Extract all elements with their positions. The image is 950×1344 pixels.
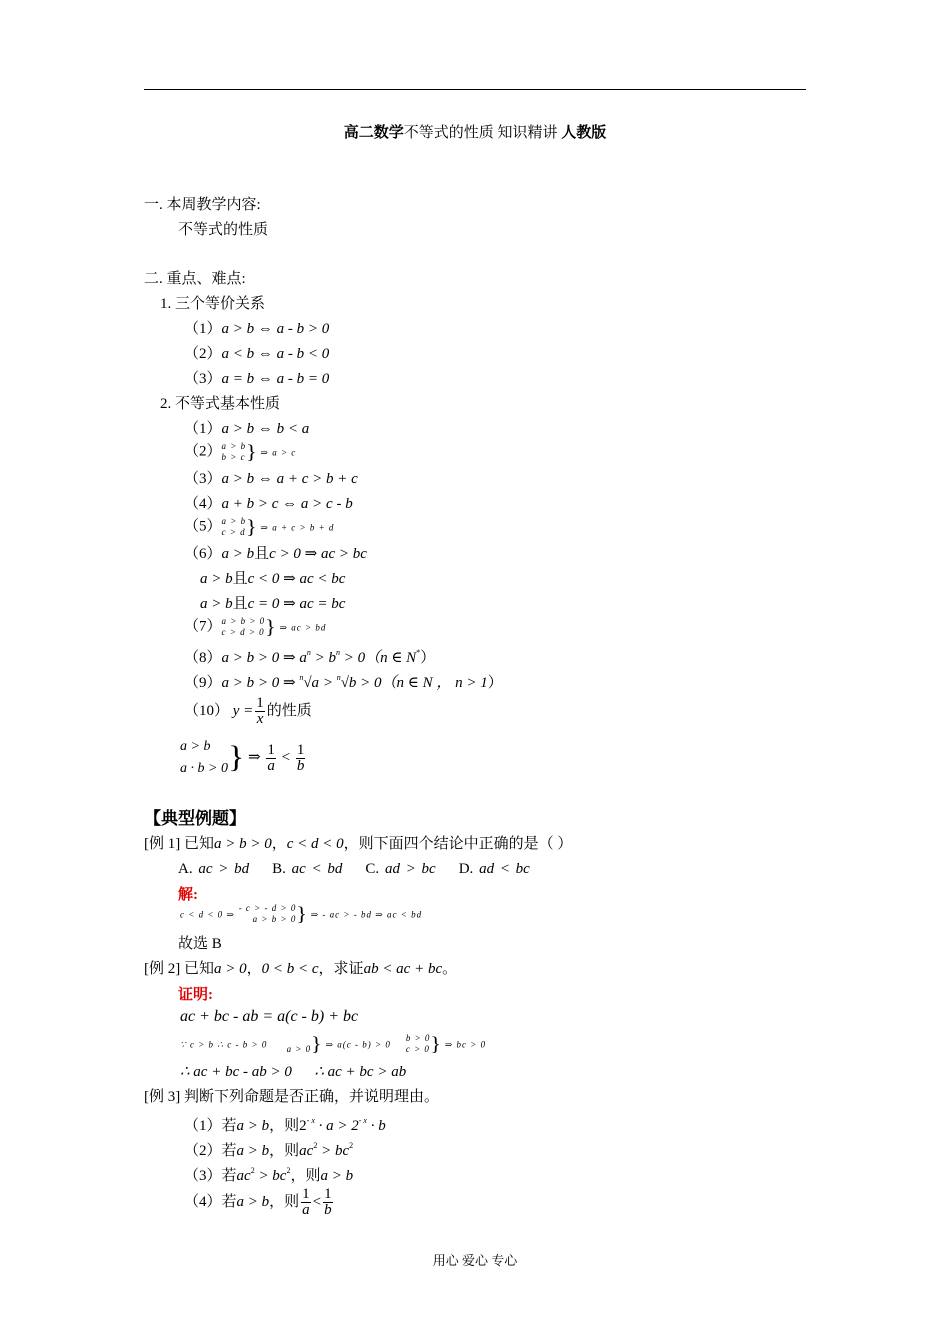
- property-6: （6）a > b且c > 0 ⇒ ac > bc: [184, 546, 367, 562]
- property-3: （3）a > b ⇔ a + c > b + c: [184, 471, 358, 487]
- property-2: （2） a > b b > c } ⇒ a > c: [184, 440, 297, 463]
- example-2-question: [例 2] 已知a > 0，0 < b < c，求证ab < ac + bc。: [144, 961, 458, 977]
- example-1-options: A. ac > bd B. ac < bd C. ad > bc D. ad < bc: [178, 861, 530, 877]
- example-3-item-2: （2）若a > b，则$ac^2 > bc^2$: [184, 1141, 354, 1159]
- property-4: （4）a + b > c ⇔ a > c - b: [184, 496, 353, 512]
- property-8: （8）a > b > 0 ⇒ $a^n > b^n > 0(n$ ∈ N*）: [184, 648, 436, 666]
- subheading-properties: 2. 不等式基本性质: [160, 396, 281, 412]
- example-3-item-1: （1）若a > b，则$2^{- x} \cdot a > 2^{- x} \cdot b$: [184, 1116, 386, 1134]
- example-3-item-4: （4）若a > b，则 $\frac{1}{a}$ < $\frac{1}{b}$: [184, 1186, 332, 1219]
- equivalence-3: （3）a = b ⇔ a - b = 0: [184, 371, 330, 387]
- section1-content: 不等式的性质: [178, 222, 269, 238]
- property-6c: a > b且c = 0 ⇒ ac = bc: [200, 596, 346, 612]
- example-1-question: [例 1] 已知a > b > 0，c < d < 0，则下面四个结论中正确的是（ ）: [144, 836, 573, 852]
- example-2-step1: ac + bc - ab = a(c - b) + bc: [180, 1008, 359, 1025]
- property-5: （5） a > b c > d } ⇒ a + c > b + d: [184, 515, 335, 538]
- example-1-solution-label: 解:: [178, 887, 198, 903]
- examples-heading: 【典型例题】: [144, 809, 246, 828]
- example-1-answer: 故选 B: [178, 936, 222, 952]
- example-2-conclusion: ∴ ac + bc - ab > 0 ∴ ac + bc > ab: [180, 1064, 407, 1080]
- section2-heading: 二. 重点、难点:: [144, 271, 246, 287]
- property-1: （1）a > b ⇔ b < a: [184, 421, 310, 437]
- page-footer: 用心 爱心 专心: [432, 1253, 518, 1268]
- header-rule: [144, 89, 806, 90]
- example-2-step2: ∵ c > b ∴ c - b > 0 a > 0 } ⇒ a(c - b) > 0 b > 0 c > 0 } ⇒ bc > 0: [180, 1032, 487, 1055]
- example-3-item-3: （3）若$ac^2 > bc^2$，则a > b: [184, 1166, 354, 1184]
- equivalence-1: （1）a > b ⇔ a - b > 0: [184, 321, 330, 337]
- property-10b: a > b a · b > 0 } ⇒ $\frac{1}{a}$ < $\frac{1}{b}$: [180, 739, 305, 776]
- property-6b: a > b且c < 0 ⇒ ac < bc: [200, 571, 346, 587]
- example-1-solution: c < d < 0 ⇒ - c > - d > 0 a > b > 0 } ⇒ - ac > - bd ⇒ ac < bd: [180, 902, 423, 925]
- property-7: （7） a > b > 0 c > d > 0 } ⇒ ac > bd: [184, 615, 327, 638]
- property-10: （10） y = $\frac{1}{x}$ 的性质: [184, 695, 312, 728]
- example-3-question: [例 3] 判断下列命题是否正确，并说明理由。: [144, 1089, 439, 1105]
- section1-heading: 一. 本周教学内容:: [144, 197, 261, 213]
- example-2-proof-label: 证明:: [178, 987, 213, 1003]
- page-title: 高二数学不等式的性质 知识精讲 人教版: [343, 125, 607, 141]
- subheading-equivalence: 1. 三个等价关系: [160, 296, 266, 312]
- equivalence-2: （2）a < b ⇔ a - b < 0: [184, 346, 330, 362]
- property-9: （9）a > b > 0 ⇒ $^n$√a > $^n$√b > 0（n ∈ N ， n > 1）: [184, 673, 503, 691]
